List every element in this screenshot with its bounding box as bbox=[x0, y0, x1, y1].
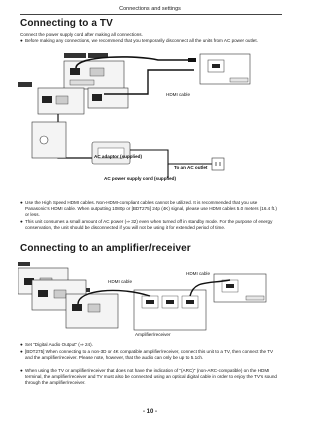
section-title-amplifier: Connecting to an amplifier/receiver bbox=[20, 243, 191, 254]
note-text: Before making any connections, we recommend that you temporarily disconnect all the units from AC power outlet. bbox=[25, 38, 258, 43]
hdmi-port-1 bbox=[70, 68, 80, 75]
model-tag-1 bbox=[64, 53, 86, 58]
power-cord-label: AC power supply cord (supplied) bbox=[104, 176, 176, 181]
lan-port bbox=[90, 68, 104, 76]
section-title-tv: Connecting to a TV bbox=[20, 18, 113, 29]
header-divider bbox=[20, 14, 282, 15]
standby-note-text: This unit consumes a small amount of AC power (⇒ 32) even when turned off in standby mode. For the purpose of energy conservation, the unit should be disconnected if you will not be using it for extended period of time. bbox=[25, 219, 273, 230]
hdmi-note-bullet bbox=[20, 200, 282, 218]
standby-note-bullet bbox=[20, 219, 282, 231]
hdmi-cable-left-label: HDMI cable bbox=[108, 279, 132, 284]
ac-outlet bbox=[212, 158, 224, 170]
bullet-dot: ● bbox=[20, 368, 23, 373]
hdmi-port-2 bbox=[42, 96, 52, 103]
page-header: Connections and settings bbox=[119, 6, 181, 12]
bullet-dot: ● bbox=[20, 200, 23, 205]
arc-bullet bbox=[20, 368, 282, 386]
bullet-dot: ● bbox=[20, 349, 23, 354]
hdmi-port-3 bbox=[92, 94, 102, 101]
bullet-dot: ● bbox=[20, 38, 23, 43]
note-bullet bbox=[20, 38, 282, 44]
hdmi-cable-right-label: HDMI cable bbox=[186, 271, 210, 276]
digital-audio-bullet bbox=[20, 342, 282, 348]
digital-audio-text: Set "Digital Audio Output" (⇒ 24). bbox=[25, 342, 93, 347]
non3d-text: [BDT275] When connecting to a non-3D or 4K compatible amplifier/receiver, connect this unit to a TV, then connect the TV and the amplifier/receiver. Please note, however, that the audio can only be up to 5.1ch. bbox=[25, 349, 274, 360]
model-tag-3 bbox=[18, 82, 32, 87]
player-dc-panel bbox=[32, 122, 66, 158]
ac-adaptor-label: AC adaptor (supplied) bbox=[94, 154, 142, 159]
non3d-bullet bbox=[20, 349, 282, 361]
page-number: - 10 - bbox=[142, 409, 157, 415]
intro-text: Connect the power supply cord after making all connections. bbox=[20, 32, 143, 37]
hdmi-note-text: Use the High Speed HDMI cables. Non-HDMI-compliant cables cannot be utilized. It is recommended that you use Panasonic's HDMI cable. When outputting 1080p or [BDT275] 24p (4K) signal, please use HDMI cables 5.0 meters (16.4 ft.) or less. bbox=[25, 200, 277, 217]
ac-outlet-label: To an AC outlet bbox=[174, 165, 208, 170]
amplifier-label: Amplifier/receiver bbox=[135, 332, 171, 337]
hdmi-cable-label: HDMI cable bbox=[166, 92, 190, 97]
bullet-dot: ● bbox=[20, 342, 23, 347]
bullet-dot: ● bbox=[20, 219, 23, 224]
arc-text: When using the TV or amplifier/receiver that does not have the indication of "(ARC)" (non-ARC-compatible) on the HDMI terminal, the amplifier/receiver and TV must also be connected using an optical digital cable in order to enjoy the TV's sound through the amplifier/receiver. bbox=[25, 368, 277, 385]
